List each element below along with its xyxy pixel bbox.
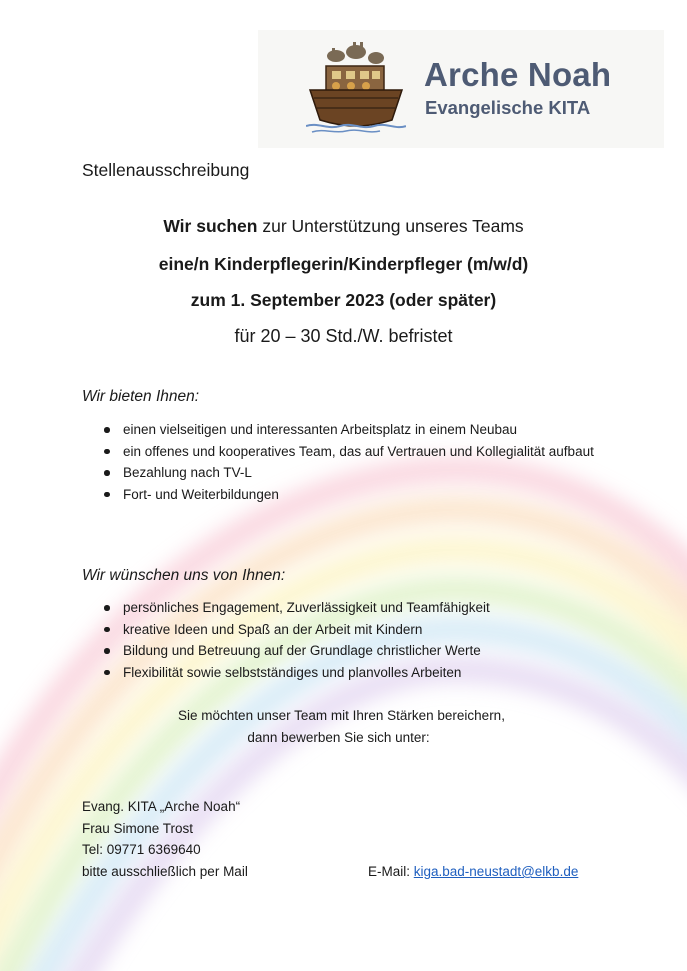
list-item: Bildung und Betreuung auf der Grundlage christlicher Werte [104,640,604,662]
invite-line-1: Sie möchten unser Team mit Ihren Stärken bereichern, [178,708,505,723]
working-hours: für 20 – 30 Std./W. befristet [234,326,453,346]
headline-line-1-bold: Wir suchen [163,216,258,236]
logo-subtitle: Evangelische KITA [425,97,591,118]
list-item: Flexibilität sowie selbstständiges und planvolles Arbeiten [104,662,604,684]
email-label: E-Mail: [368,864,414,879]
contact-person: Frau Simone Trost [82,821,194,836]
ark-icon [306,38,406,134]
contact-email [368,864,578,879]
logo-title: Arche Noah [424,56,612,93]
invite-line-2: dann bewerben Sie sich unter: [247,730,430,745]
email-link[interactable]: kiga.bad-neustadt@elkb.de [413,864,579,879]
list-item: einen vielseitigen und interessanten Arbeitsplatz in einem Neubau [104,419,604,441]
wish-heading: Wir wünschen uns von Ihnen: [82,567,286,584]
list-item: Fort- und Weiterbildungen [104,484,604,506]
contact-org: Evang. KITA „Arche Noah“ [82,799,241,814]
list-item: persönliches Engagement, Zuverlässigkeit und Teamfähigkeit [104,597,604,619]
offer-list [104,419,604,505]
headline-line-1-rest: zur Unterstützung unseres Teams [257,216,524,236]
wish-list [104,597,604,683]
contact-phone: Tel: 09771 6369640 [82,842,201,857]
list-item: kreative Ideen und Spaß an der Arbeit mit Kindern [104,619,604,641]
document-type: Stellenausschreibung [82,160,250,180]
start-date: zum 1. September 2023 (oder später) [190,290,497,310]
kita-logo [258,30,664,148]
job-title: eine/n Kinderpflegerin/Kinderpfleger (m/w/d) [158,254,529,274]
list-item: ein offenes und kooperatives Team, das auf Vertrauen und Kollegialität aufbaut [104,441,604,463]
contact-note: bitte ausschließlich per Mail [82,864,248,879]
headline-line-1 [0,216,687,237]
list-item: Bezahlung nach TV-L [104,462,604,484]
offer-heading: Wir bieten Ihnen: [82,388,200,405]
